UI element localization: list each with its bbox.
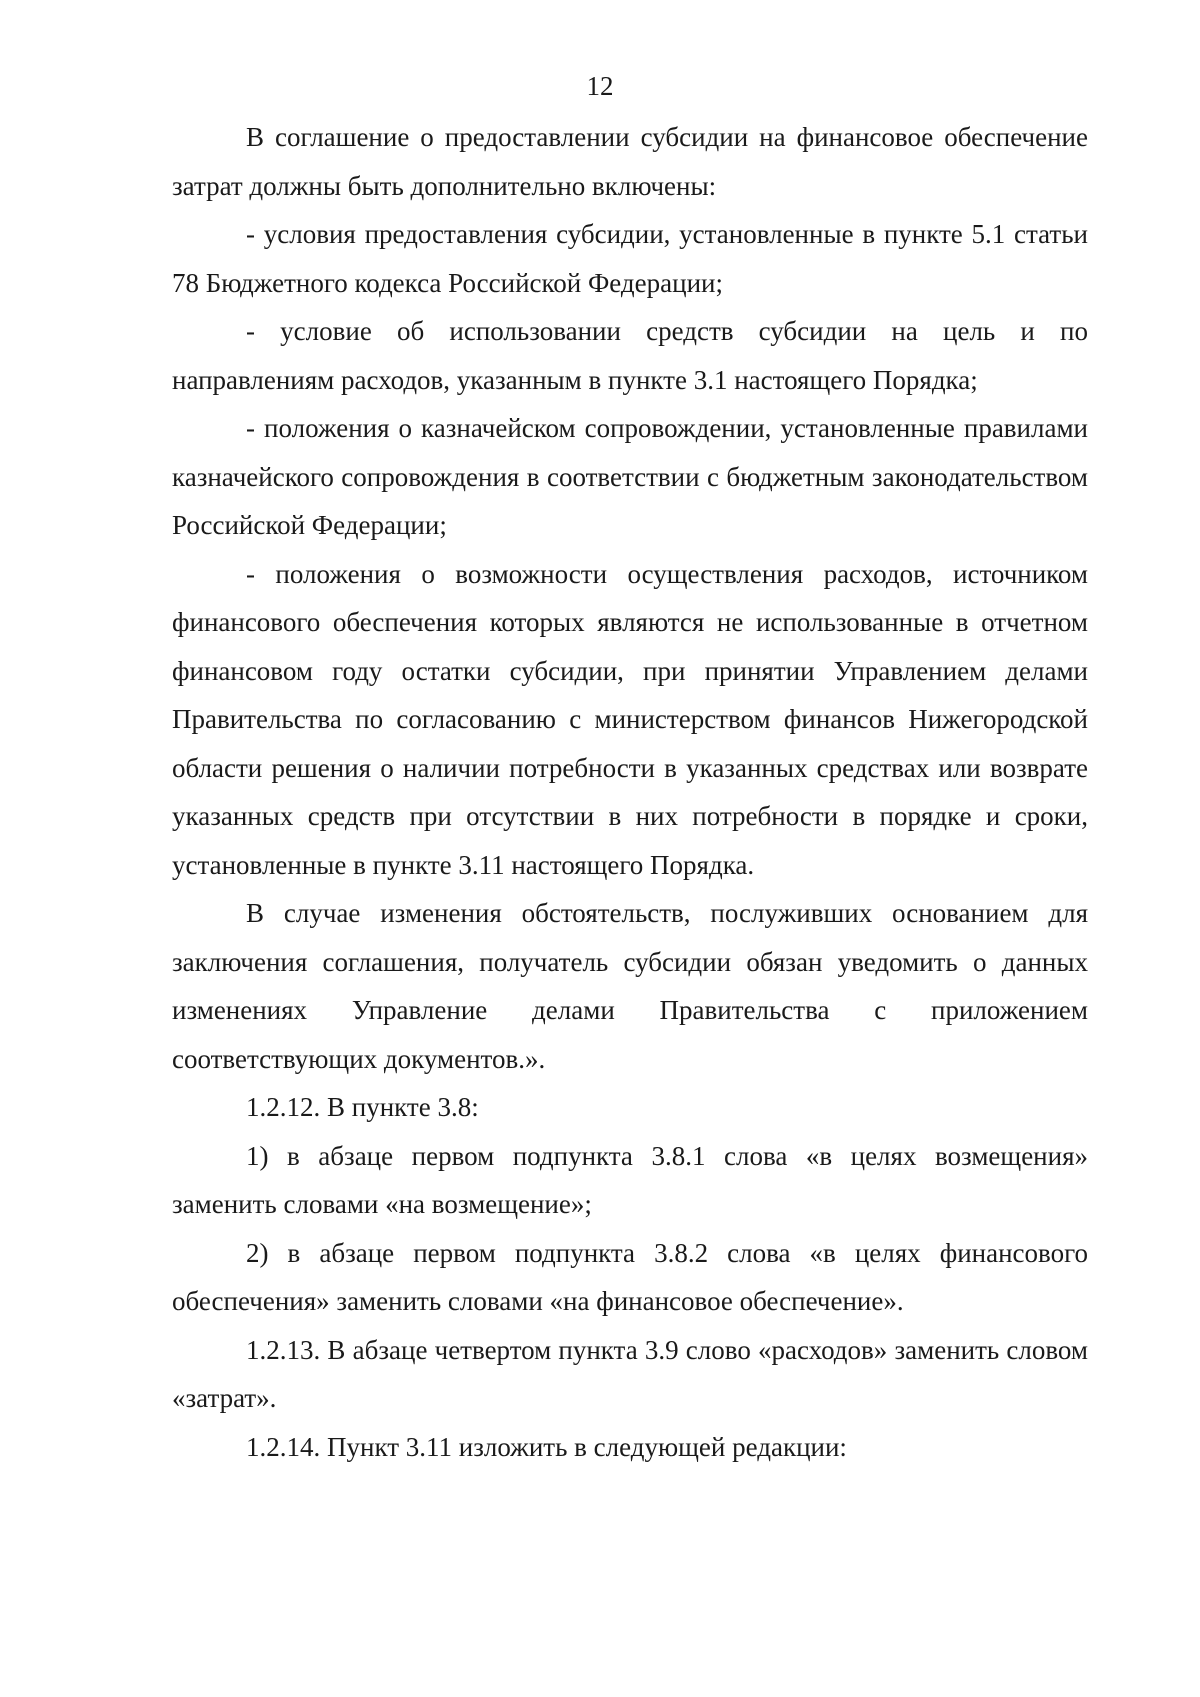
paragraph-subclause-1: 1) в абзаце первом подпункта 3.8.1 слова «в целях возмещения» заменить словами «на возмещение»;: [172, 1140, 1088, 1219]
paragraph-treasury-item: - положения о казначейском сопровождении, установленные правилами казначейского сопровождения в соответствии с бюджетным законодательством Российской Федерации;: [172, 413, 1088, 540]
paragraph-conditions-item: - условия предоставления субсидии, установленные в пункте 5.1 статьи 78 Бюджетного кодекса Российской Федерации;: [172, 219, 1088, 298]
paragraph-clause-1-2-14: 1.2.14. Пункт 3.11 изложить в следующей редакции:: [246, 1431, 847, 1462]
paragraph-notification: В случае изменения обстоятельств, послуживших основанием для заключения соглашения, получатель субсидии обязан уведомить о данных изменениях Управление делами Правительства с приложением соответствующих документов.».: [172, 898, 1088, 1074]
paragraph-unused-balance-item: - положения о возможности осуществления расходов, источником финансового обеспечения которых являются не использованные в отчетном финансовом году остатки субсидии, при принятии Управлением делами Правительства по согласованию с министерством финансов Нижегородской области решения о наличии потребности в указанных средствах или возврате указанных средств при отсутствии в них потребности в порядке и сроки, установленные в пункте 3.11 настоящего Порядка.: [172, 558, 1088, 880]
paragraph-usage-item: - условие об использовании средств субсидии на цель и по направлениям расходов, указанным в пункте 3.1 настоящего Порядка;: [172, 316, 1088, 395]
paragraph-clause-1-2-12: 1.2.12. В пункте 3.8:: [246, 1092, 479, 1122]
paragraph-agreement-intro: В соглашение о предоставлении субсидии на финансовое обеспечение затрат должны быть дополнительно включены:: [172, 122, 1088, 201]
paragraph-clause-1-2-13: 1.2.13. В абзаце четвертом пункта 3.9 слово «расходов» заменить словом «затрат».: [172, 1334, 1088, 1413]
paragraph-subclause-2: 2) в абзаце первом подпункта 3.8.2 слова «в целях финансового обеспечения» заменить словами «на финансовое обеспечение».: [172, 1237, 1088, 1316]
document-body: [172, 113, 1088, 1471]
page-number: 12: [586, 71, 614, 101]
